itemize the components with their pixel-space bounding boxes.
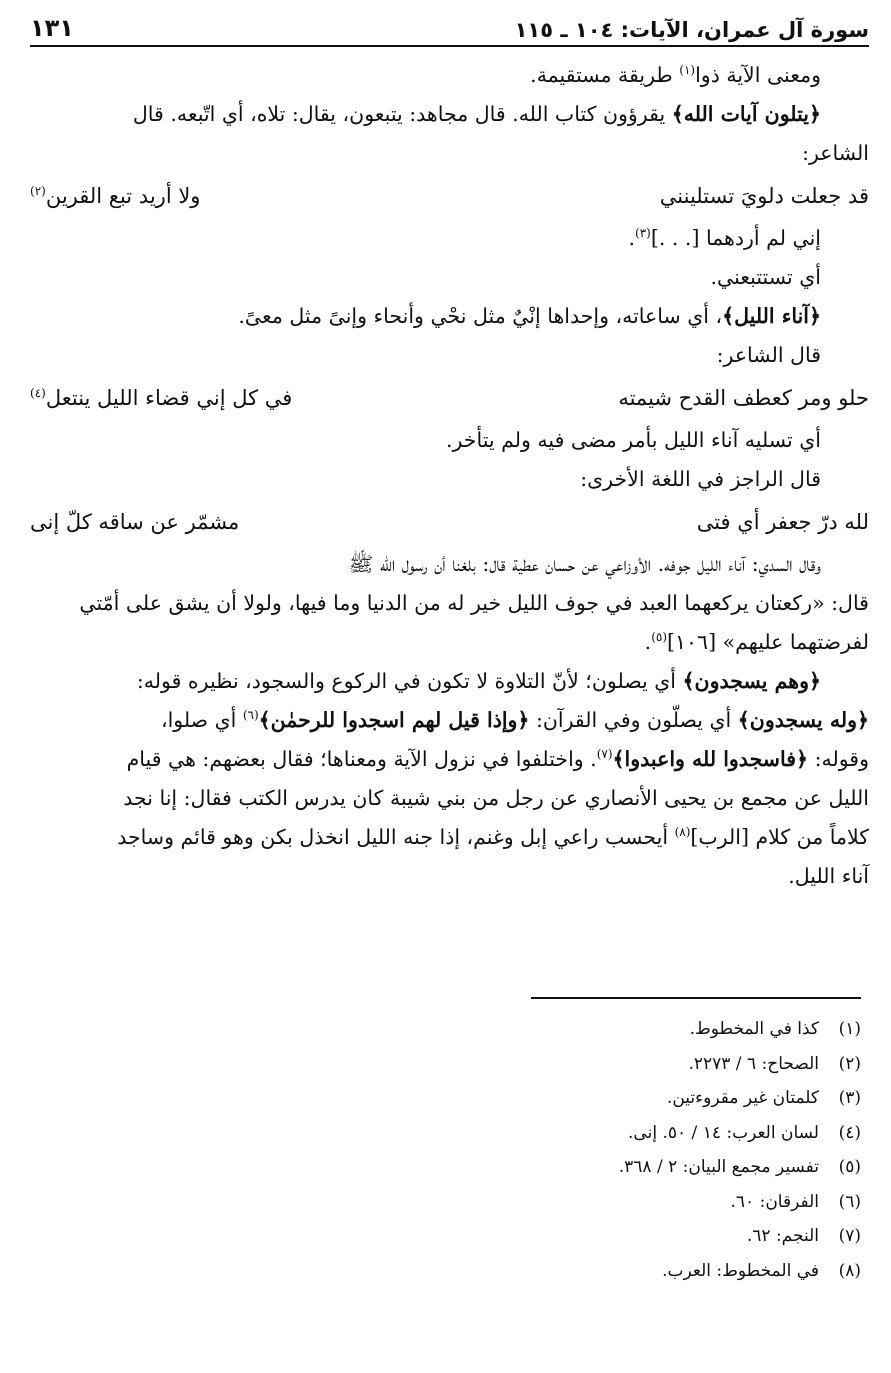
text-line	[30, 584, 869, 623]
footnote-item	[619, 1150, 861, 1185]
text-segment: قال الشاعر:	[716, 343, 821, 367]
verse-second-hemistich: مشمّر عن ساقه كلّ إنى	[30, 510, 240, 534]
text-segment: .	[644, 630, 652, 654]
header-title: سورة آل عمران، الآيات: ١٠٤ ـ ١١٥	[514, 18, 869, 42]
text-line	[30, 297, 869, 336]
text-segment: أي تستتبعني.	[710, 265, 821, 289]
footnote-ref: (٥)	[651, 630, 668, 645]
text-segment: لفرضتهما عليهم» [١٠٦]	[667, 630, 869, 654]
quran-quote: ﴿يتلون آيات الله﴾	[671, 102, 821, 126]
footnote-number: (٣)	[838, 1088, 861, 1108]
verse-first-hemistich: حلو ومر كعطف القدح شيمته	[618, 386, 869, 410]
footnote-number: (١)	[838, 1019, 861, 1039]
footnote-text: كلمتان غير مقروءتين.	[666, 1088, 819, 1108]
text-line	[30, 857, 869, 896]
footnote-number: (٦)	[838, 1191, 861, 1212]
footnote-text: النجم: ٦٢.	[746, 1226, 819, 1246]
running-header	[30, 8, 869, 47]
footnote-ref: (٧)	[596, 747, 613, 762]
verse-second-hemistich	[30, 375, 292, 421]
text-segment: يقرؤون كتاب الله. قال مجاهد: يتبعون، يقال: تلاه، أي اتّبعه. قال	[132, 102, 672, 126]
footnote-number: (٧)	[838, 1226, 861, 1246]
poetry-verse	[30, 173, 869, 219]
verse-first-hemistich: قد جعلت دلويَ تستلينني	[659, 184, 869, 208]
footnote-item	[619, 1047, 861, 1082]
text-segment: أي صلوا،	[160, 708, 243, 732]
footnote-item	[619, 1116, 861, 1151]
footnote-ref: (٢)	[30, 184, 46, 198]
text-line	[30, 662, 869, 701]
text-segment: وقوله:	[808, 747, 869, 771]
poetry-verse	[30, 375, 869, 421]
footnote-text: تفسير مجمع البيان: ٢ / ٣٦٨.	[618, 1157, 819, 1177]
text-segment: أي يصلّون وفي القرآن:	[529, 708, 738, 732]
footnote-ref: (٤)	[30, 386, 46, 400]
verse-first-hemistich: لله درّ جعفر أي فتى	[696, 510, 869, 534]
footnote-separator	[531, 997, 861, 999]
verse-second-hemistich	[30, 173, 200, 219]
footnote-item	[619, 1185, 861, 1220]
text-segment: في كل إني قضاء الليل ينتعل	[45, 386, 293, 410]
text-line	[30, 545, 869, 584]
text-segment: قال: «ركعتان يركعهما العبد في جوف الليل خير له من الدنيا وما فيها، ولولا أن يشق على أمّتي	[79, 591, 869, 615]
text-segment: ومعنى الآية ذوا	[695, 63, 821, 87]
footnote-ref: (٣)	[635, 226, 651, 241]
text-line	[30, 219, 869, 258]
footnote-text: كذا في المخطوط.	[689, 1019, 819, 1039]
footnote-item	[619, 1254, 861, 1289]
text-segment: . واختلفوا في نزول الآية ومعناها؛ فقال بعضهم: هي قيام	[126, 747, 597, 771]
footnotes	[619, 1012, 861, 1288]
text-segment: أي يصلون؛ لأنّ التلاوة لا تكون في الركوع والسجود، نظيره قوله:	[136, 669, 683, 693]
text-line	[30, 701, 869, 740]
poetry-verse	[30, 499, 869, 545]
text-line	[30, 56, 869, 95]
text-line	[30, 623, 869, 662]
footnote-number: (٨)	[838, 1260, 861, 1281]
footnote-item	[619, 1012, 861, 1047]
text-line	[30, 818, 869, 857]
text-segment: طريقة مستقيمة.	[530, 63, 680, 87]
text-line	[30, 336, 869, 375]
quran-quote: ﴿وإذا قيل لهم اسجدوا للرحمٰن﴾	[258, 708, 530, 732]
text-line	[30, 134, 869, 173]
quran-quote: ﴿آناء الليل﴾	[722, 304, 821, 328]
text-segment: وقال السدي: آناء الليل جوفه. الأوزاعي عن حسان عطية قال: بلغنا أن رسول الله ﷺ	[348, 552, 821, 576]
text-segment: الليل عن مجمع بن يحيى الأنصاري عن رجل من بني شيبة كان يدرس الكتب فقال: إنا نجد	[123, 786, 869, 810]
footnote-ref: (١)	[679, 63, 696, 78]
text-segment: كلاماً من كلام [الرب]	[690, 825, 869, 849]
footnote-text: الصحاح: ٦ / ٢٢٧٣.	[688, 1053, 819, 1074]
text-line	[30, 740, 869, 779]
footnote-text: الفرقان: ٦٠.	[730, 1191, 819, 1212]
footnote-item	[619, 1081, 861, 1116]
quran-quote: ﴿فاسجدوا لله واعبدوا﴾	[612, 747, 809, 771]
text-segment: إني لم أردهما [. . .]	[650, 226, 821, 250]
footnote-ref: (٨)	[674, 825, 691, 840]
text-segment: .	[628, 226, 636, 250]
text-line	[30, 460, 869, 499]
page-number: ١٣١	[30, 14, 74, 42]
text-segment: ولا أريد تبع القرين	[45, 184, 201, 208]
text-segment: قال الراجز في اللغة الأخرى:	[580, 467, 821, 491]
main-text	[30, 56, 869, 896]
text-line	[30, 421, 869, 460]
text-line	[30, 95, 869, 134]
footnote-number: (٢)	[838, 1053, 861, 1074]
text-segment: الشاعر:	[802, 141, 869, 165]
quran-quote: ﴿وهم يسجدون﴾	[682, 669, 821, 693]
text-segment: آناء الليل.	[788, 864, 869, 888]
text-segment: ، أي ساعاته، وإحداها إنْيٌ مثل نحْي وأنحاء وإنىً مثل معىً.	[238, 304, 723, 328]
footnote-item	[619, 1219, 861, 1254]
footnote-number: (٥)	[838, 1157, 861, 1177]
footnote-text: لسان العرب: ١٤ / ٥٠. إنى.	[628, 1122, 819, 1143]
footnote-text: في المخطوط: العرب.	[662, 1260, 819, 1281]
text-line	[30, 779, 869, 818]
footnote-ref: (٦)	[242, 708, 259, 723]
footnote-number: (٤)	[838, 1122, 861, 1143]
text-segment: أي تسليه آناء الليل بأمر مضى فيه ولم يتأخر.	[445, 428, 821, 452]
quran-quote: ﴿وله يسجدون﴾	[737, 708, 869, 732]
text-segment: أيحسب راعي إبل وغنم، إذا جنه الليل انخذل بكن وهو قائم وساجد	[117, 825, 675, 849]
text-line	[30, 258, 869, 297]
